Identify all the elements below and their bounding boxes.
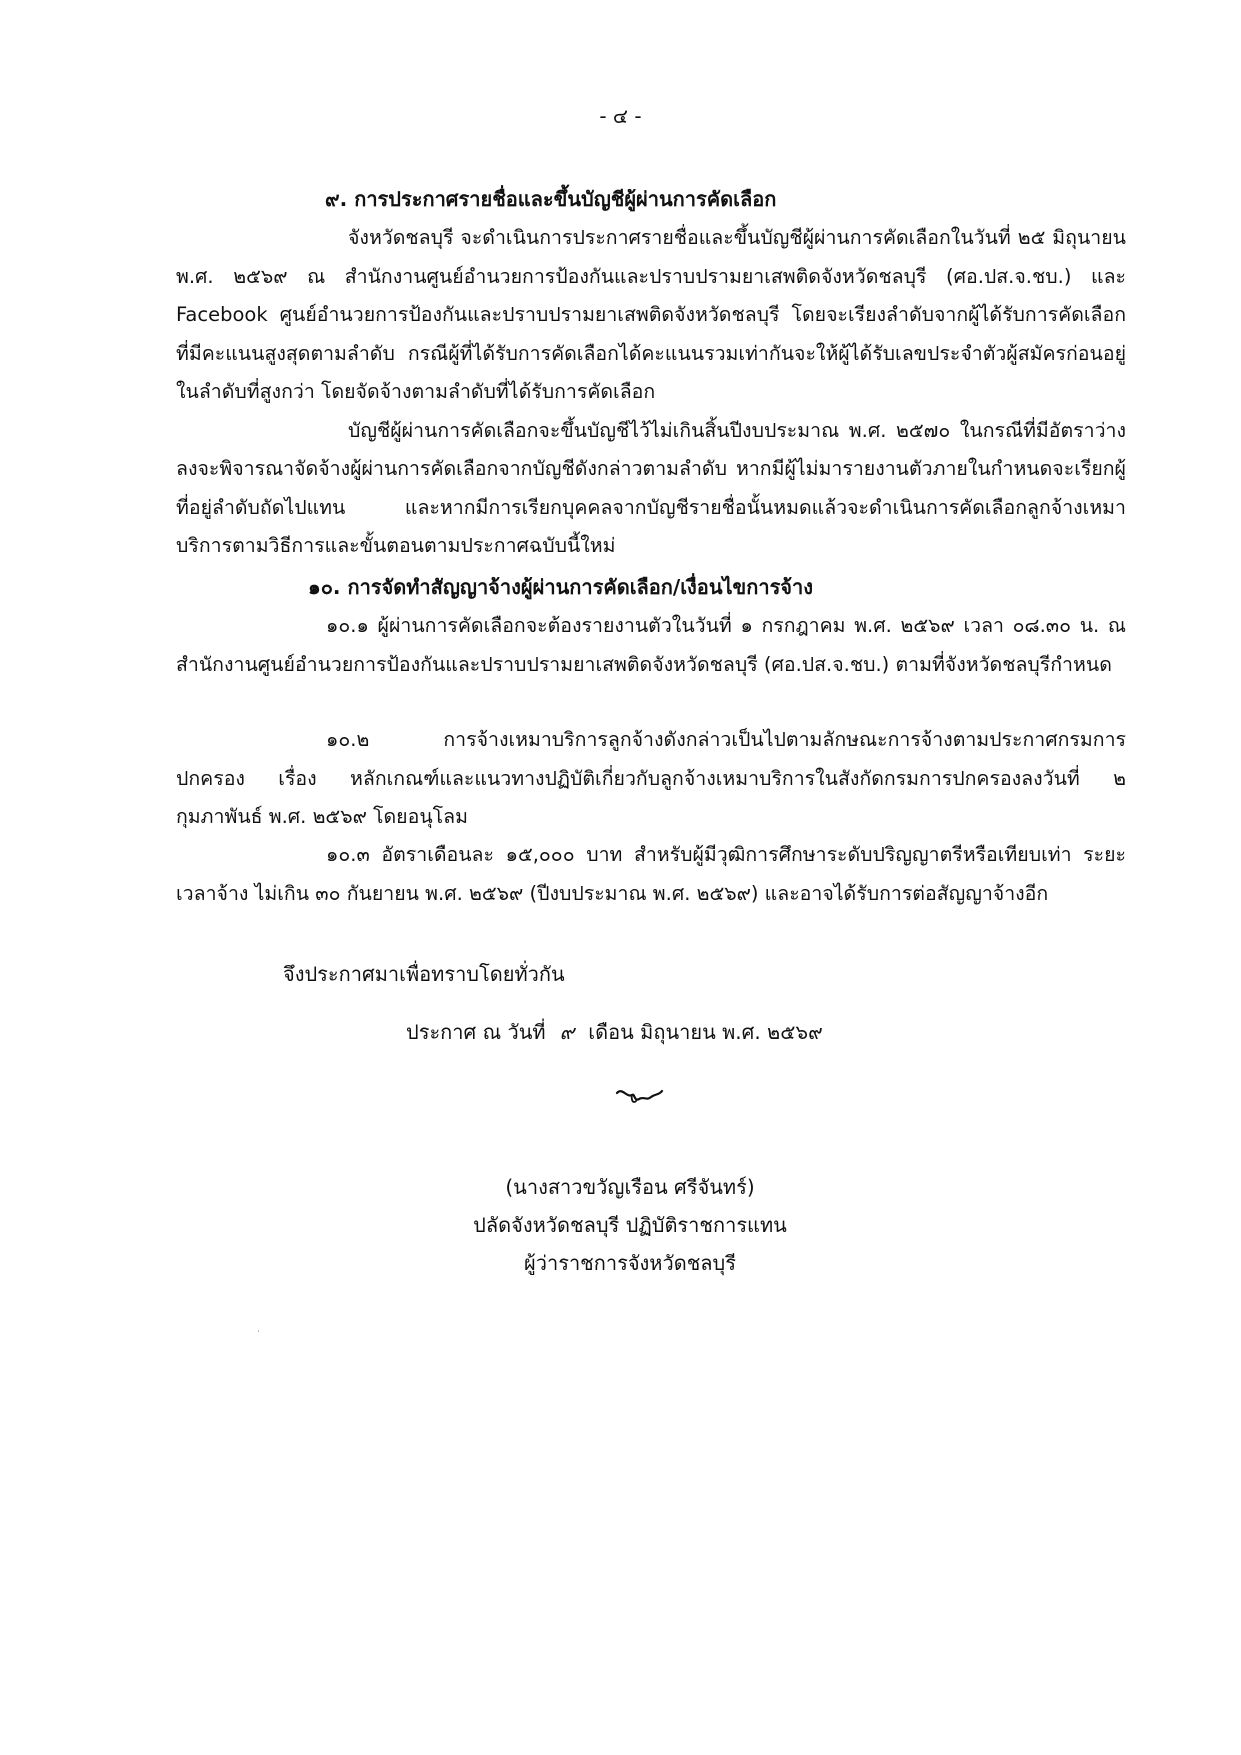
signatory-name: (นางสาวขวัญเรือน ศรีจันทร์) <box>505 1175 755 1199</box>
signatory-position-1: ปลัดจังหวัดชลบุรี ปฏิบัติราชการแทน <box>473 1213 787 1237</box>
handwritten-signature <box>614 1084 664 1114</box>
closing-statement: จึงประกาศมาเพื่อทราบโดยทั่วกัน <box>283 962 565 986</box>
section9-paragraph-2: บัญชีผู้ผ่านการคัดเลือกจะขึ้นบัญชีไว้ไม่เกินสิ้นปีงบประมาณ พ.ศ. ๒๕๗๐ ในกรณีที่มีอัตราว่างลงจะพิจารณาจัดจ้างผู้ผ่านการคัดเลือกจากบัญชีดังกล่าวตามลำดับ หากมีผู้ไม่มารายงานตัวภายในกำหนดจะเรียกผู้ที่อยู่ลำดับถัดไปแทน และหากมีการเรียกบุคคลจากบัญชีรายชื่อนั้นหมดแล้วจะดำเนินการคัดเลือกลูกจ้างเหมาบริการตามวิธีการและขั้นตอนตามประกาศฉบับนี้ใหม่ <box>176 418 1126 557</box>
announcement-day: ๙ <box>559 1020 575 1044</box>
signatory-position-2: ผู้ว่าราชการจังหวัดชลบุรี <box>524 1251 736 1275</box>
section9-paragraph-1: จังหวัดชลบุรี จะดำเนินการประกาศรายชื่อและขึ้นบัญชีผู้ผ่านการคัดเลือกในวันที่ ๒๕ มิถุนายน พ.ศ. ๒๕๖๙ ณ สำนักงานศูนย์อำนวยการป้องกันและปราบปรามยาเสพติดจังหวัดชลบุรี (ศอ.ปส.จ.ชบ.) และ Facebook ศูนย์อำนวยการป้องกันและปราบปรามยาเสพติดจังหวัดชลบุรี โดยจะเรียงลำดับจากผู้ได้รับการคัดเลือกที่มีคะแนนสูงสุดตามลำดับ กรณีผู้ที่ได้รับการคัดเลือกได้คะแนนรวมเท่ากันจะให้ผู้ได้รับเลขประจำตัวผู้สมัครก่อนอยู่ในลำดับที่สูงกว่า โดยจัดจ้างตามลำดับที่ได้รับการคัดเลือก <box>176 226 1126 403</box>
scan-speck <box>258 1330 259 1332</box>
signature-block <box>420 1168 840 1282</box>
section10-item-1-block <box>176 607 1126 684</box>
section10-item-1: ๑๐.๑ ผู้ผ่านการคัดเลือกจะต้องรายงานตัวในวันที่ ๑ กรกฎาคม พ.ศ. ๒๕๖๙ เวลา ๐๘.๓๐ น. ณ สำนักงานศูนย์อำนวยการป้องกันและปราบปรามยาเสพติดจังหวัดชลบุรี (ศอ.ปส.จ.ชบ.) ตามที่จังหวัดชลบุรีกำหนด <box>176 614 1126 676</box>
page-number: - ๔ - <box>599 104 642 128</box>
section10-item-3-block <box>176 836 1126 913</box>
announcement-prefix: ประกาศ ณ วันที่ <box>406 1020 546 1044</box>
section10-item-2-block <box>176 721 1126 837</box>
section10-item-2: ๑๐.๒ การจ้างเหมาบริการลูกจ้างดังกล่าวเป็นไปตามลักษณะการจ้างตามประกาศกรมการปกครอง เรื่อง หลักเกณฑ์และแนวทางปฏิบัติเกี่ยวกับลูกจ้างเหมาบริการในสังกัดกรมการปกครองลงวันที่ ๒ กุมภาพันธ์ พ.ศ. ๒๕๖๙ โดยอนุโลม <box>176 728 1126 828</box>
section9-body <box>176 219 1126 566</box>
announcement-date <box>406 1016 823 1048</box>
section9-heading: ๙. การประกาศรายชื่อและขึ้นบัญชีผู้ผ่านการคัดเลือก <box>325 187 777 211</box>
announcement-suffix: เดือน มิถุนายน พ.ศ. ๒๕๖๙ <box>588 1020 823 1044</box>
section10-item-3: ๑๐.๓ อัตราเดือนละ ๑๕,๐๐๐ บาท สำหรับผู้มีวุฒิการศึกษาระดับปริญญาตรีหรือเทียบเท่า ระยะเวลาจ้าง ไม่เกิน ๓๐ กันยายน พ.ศ. ๒๕๖๙ (ปีงบประมาณ พ.ศ. ๒๕๖๙) และอาจได้รับการต่อสัญญาจ้างอีก <box>176 843 1126 905</box>
signature-mark-icon <box>614 1084 664 1110</box>
section10-heading: ๑๐. การจัดทำสัญญาจ้างผู้ผ่านการคัดเลือก/เงื่อนไขการจ้าง <box>308 575 814 599</box>
